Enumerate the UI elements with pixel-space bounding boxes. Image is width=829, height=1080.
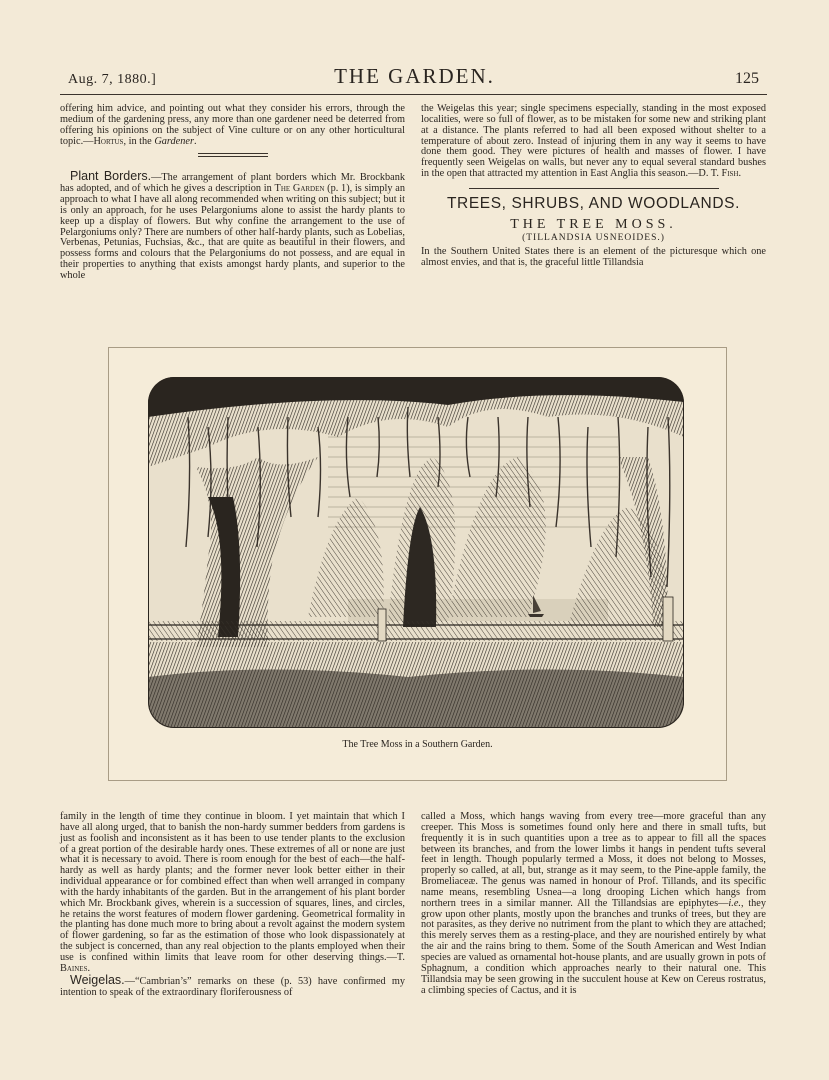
page-number: 125 bbox=[735, 70, 759, 87]
tree-moss-engraving bbox=[148, 377, 684, 728]
issue-date: Aug. 7, 1880.] bbox=[68, 72, 157, 87]
paragraph: the Weigelas this year; single specimens especially, standing in the most exposed localities, were so full of flower, as to be mistaken for some new and striking plant at a distance. The plants referred to had all been exposed without shelter to a temperature of about zero. Instead of injuring them in any way it seems to have done them good. They were pictures of health and masses of flower. I have frequently seen Weigelas on walls, but never any to equal several standard bushes in the open that attracted my attention in East Anglia this season.—D. T. Fish. bbox=[421, 103, 766, 180]
section-divider bbox=[198, 153, 268, 157]
paragraph: called a Moss, which hangs waving from every tree—more graceful than any creeper. This Moss is sometimes found only here and there in small tufts, but frequently it is in such quantities upon a tree as to appear to fill all the spaces between its branches, and from the lower limbs it hangs in pendent tufts several feet in length. Though popularly termed a Moss, it does not belong to Mosses, properly so called, at all, but, strange as it may seem, to the Pine-apple family, the Bromeliaceæ. The genus was named in honour of Prof. Tillands, and its specific name means, resembling Usnea—a long drooping Lichen which hangs from northern trees in a similar manner. All the Tillandsias are epiphytes—i.e., they grow upon other plants, mostly upon the branches and trunks of trees, but they are not parasites, as they derive no nutriment from the plant to which they are attached; this merely serves them as a resting-place, and they are nourished entirely by what the air and the rains bring to them. Some of the South American and West Indian species are valued as ornamental hot-house plants, and are usually grown in pots of Sphagnum, a condition which approaches nearly to their natural one. This Tillandsia may be seen growing in the succulent house at Kew on Cereus rostratus, a climbing species of Cactus, and it is bbox=[421, 811, 766, 996]
page-header bbox=[60, 64, 769, 94]
paragraph: In the Southern United States there is an element of the picturesque which one almost envies, and that is, the graceful little Tillandsia bbox=[421, 246, 766, 269]
article-title: THE TREE MOSS. bbox=[510, 216, 677, 232]
column-1-bottom bbox=[60, 812, 405, 998]
paragraph: Weigelas.—“Cambrian’s” remarks on these (p. 53) have confirmed my intention to speak of the extraordinary floriferousness of bbox=[60, 972, 405, 998]
section-heading: TREES, SHRUBS, AND WOODLANDS. bbox=[446, 194, 740, 212]
paragraph: Plant Borders.—The arrangement of plant borders which Mr. Brockbank has adopted, and of which he gives a description in The Garden (p. 1), is simply an approach to what I have all along recommended when writing on this subject; but it is only an approach, for he uses Pelargoniums alone to assist the hardy plants to keep up a display of flowers. But why confine the arrangement to the use of Pelargoniums only? There are numbers of other half-hardy plants, such as Lobelias, Verbenas, Petunias, Fuchsias, &c., that are quite as beautiful in their flowers, and possess forms and colours that the Pelargoniums do not possess, and are equal in their properties to anything that exists amongst hardy plants, and superior to the whole bbox=[60, 169, 406, 281]
journal-title: THE GARDEN. bbox=[334, 64, 495, 88]
paragraph: family in the length of time they continue in bloom. I yet maintain that which I have all along urged, that to banish the non-hardy summer bedders from gardens is just as foolish and inconsistent as it has been to use tender plants to the exclusion of a great portion of the desirable hardy ones. These extremes of all or none are just what it is necessary to avoid. There is room enough for the best of each—the half-hardy as well as hardy plants; and the former never look better either in their individual appearance or for combined effect than when well arranged in company with the hardy inhabitants of the garden. But in the arrangement of his plant border which Mr. Brockbank gives, wherein is a succession of squares, lines, and circles, he retains the worst features of modern flower gardening. Geometrical formality in the planting has done much more to bring about a revolt against the modern system of flower gardening, so far as the estimation of those who look dispassionately at the subject is concerned, than any real objection to the plants employed when their use is confined within limits that leave room for other deserving things.—T. Baines. bbox=[60, 811, 405, 974]
paragraph: offering him advice, and pointing out what they consider his errors, through the medium of the gardening press, any more than one gardener need be deterred from offering his opinions on the subject of Vine culture or on any other horticultural topic.—Hortus, in the Gardener. bbox=[60, 103, 405, 147]
column-2-top bbox=[421, 104, 766, 269]
column-2-bottom bbox=[421, 812, 766, 996]
article-subtitle: (TILLANDSIA USNEOIDES.) bbox=[522, 232, 665, 243]
run-in-heading: Weigelas. bbox=[70, 972, 125, 987]
column-1-top bbox=[60, 104, 405, 282]
header-rule bbox=[60, 94, 767, 95]
figure-caption: The Tree Moss in a Southern Garden. bbox=[342, 739, 493, 750]
run-in-heading: Plant Borders. bbox=[70, 169, 152, 184]
section-divider bbox=[469, 188, 719, 189]
